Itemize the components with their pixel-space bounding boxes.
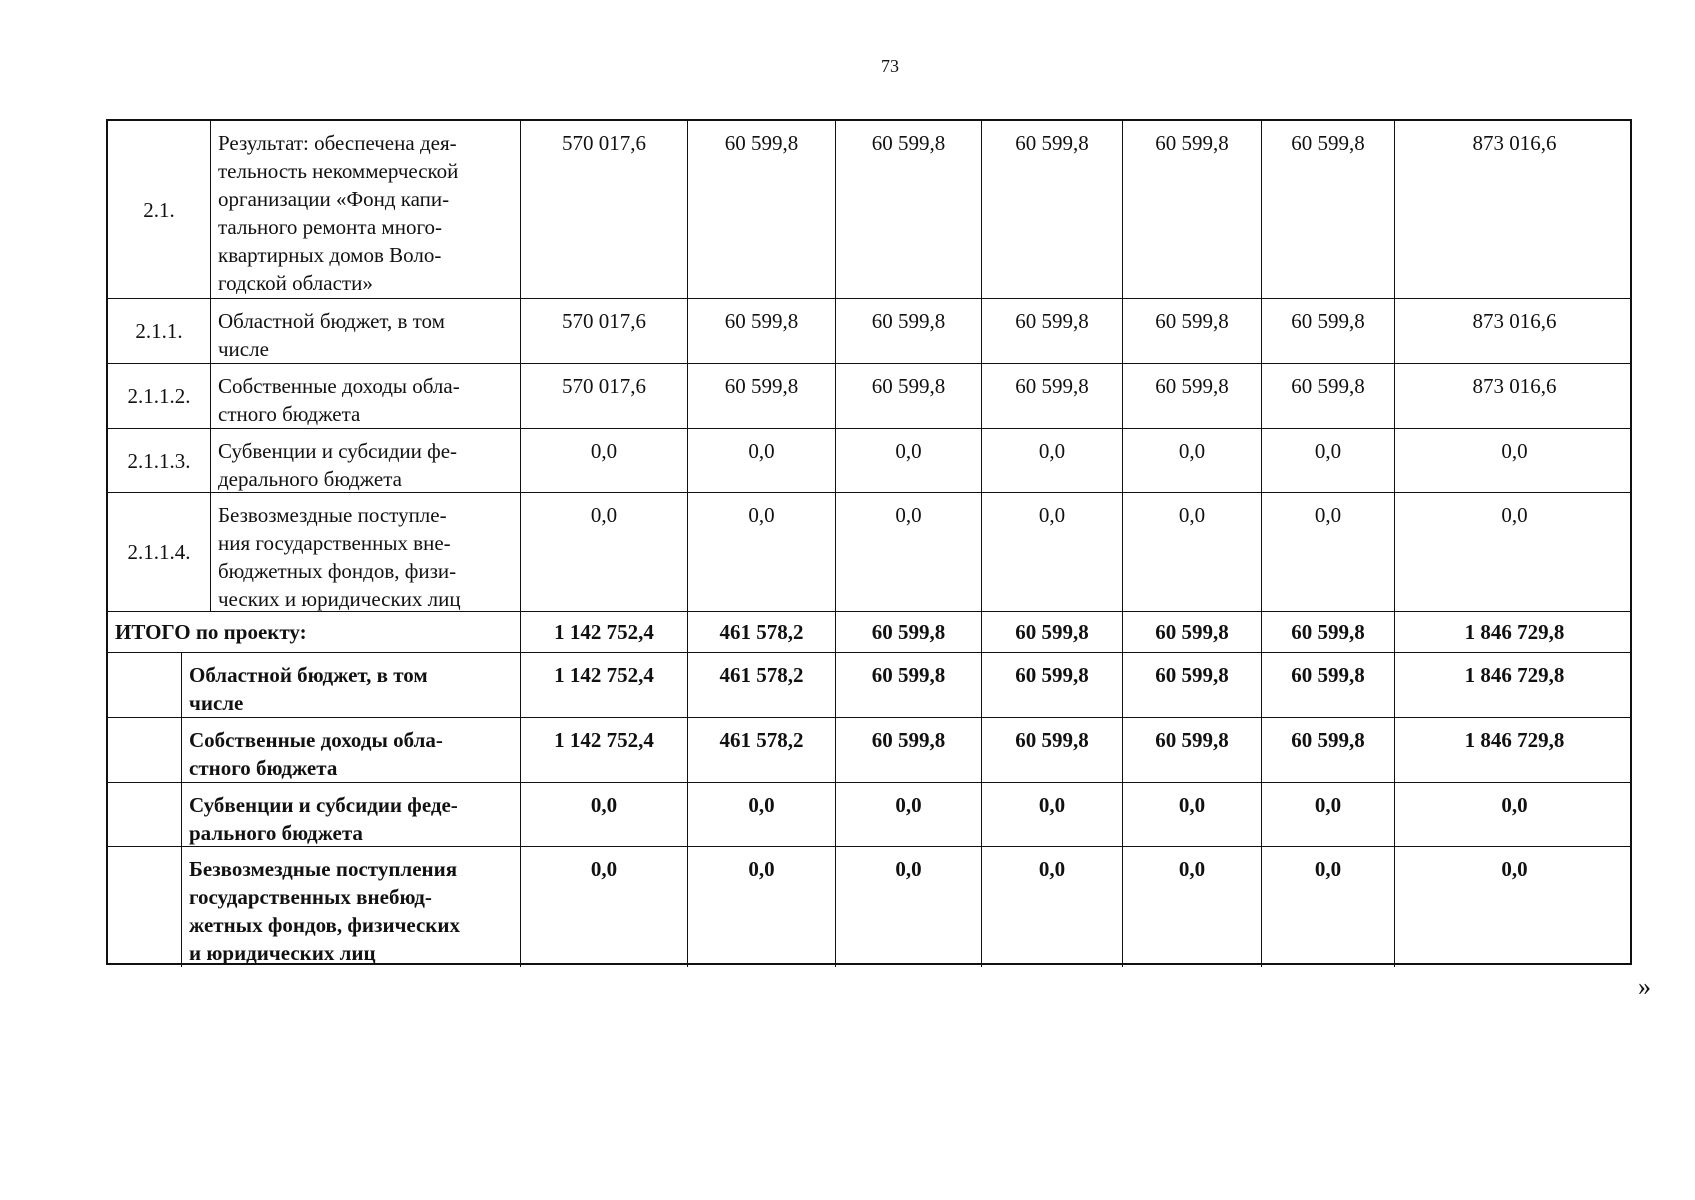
row-label: Собственные доходы обла- стного бюджета [182,718,521,782]
table-row [108,612,1630,653]
value-cell: 0,0 [521,847,688,967]
value-cell: 0,0 [688,847,836,967]
value-cell: 60 599,8 [688,299,836,363]
value-cell: 60 599,8 [836,364,982,428]
value-cell: 0,0 [982,429,1123,492]
value-cell: 1 142 752,4 [521,653,688,717]
table-row [108,493,1630,612]
table-row [108,653,1630,718]
row-label: ИТОГО по проекту: [108,612,521,652]
value-cell: 60 599,8 [982,612,1123,652]
table-row [108,847,1630,967]
table-row [108,364,1630,429]
value-cell: 0,0 [1123,783,1262,846]
row-label: Субвенции и субсидии феде- рального бюджета [182,783,521,846]
value-cell: 60 599,8 [1262,121,1395,298]
value-cell: 0,0 [1123,493,1262,611]
value-cell: 0,0 [982,493,1123,611]
value-cell: 0,0 [836,429,982,492]
value-cell: 461 578,2 [688,718,836,782]
value-cell: 60 599,8 [1262,718,1395,782]
value-cell: 570 017,6 [521,299,688,363]
value-cell: 60 599,8 [688,364,836,428]
page-number: 73 [881,56,899,76]
value-cell: 60 599,8 [982,718,1123,782]
row-label: Результат: обеспечена дея- тельность некоммерческой организации «Фонд капи- тального ремонта много- квартирных домов Воло- годской области» [211,121,521,298]
value-cell: 60 599,8 [982,653,1123,717]
value-cell: 0,0 [521,493,688,611]
row-code [108,718,182,782]
row-code: 2.1. [108,121,211,298]
value-cell: 1 846 729,8 [1464,728,1565,752]
row-code: 2.1.1. [108,299,211,363]
value-cell: 60 599,8 [982,299,1123,363]
value-cell: 1 142 752,4 [521,718,688,782]
value-cell: 0,0 [982,847,1123,967]
value-cell: 60 599,8 [836,121,982,298]
row-label: Областной бюджет, в том числе [211,299,521,363]
row-label: Безвозмездные поступле- ния государственных вне- бюджетных фондов, физи- ческих и юридических лиц [211,493,521,611]
value-cell: 60 599,8 [1262,653,1395,717]
value-cell: 0,0 [1262,847,1395,967]
value-cell: 0,0 [521,783,688,846]
value-cell: 0,0 [1262,429,1395,492]
budget-table [106,119,1632,965]
row-code [108,783,182,846]
row-code: 2.1.1.4. [108,493,211,611]
value-cell: 60 599,8 [1123,612,1262,652]
value-cell: 0,0 [836,493,982,611]
value-cell: 0,0 [1262,493,1395,611]
value-cell: 0,0 [688,493,836,611]
value-cell: 461 578,2 [688,653,836,717]
value-cell: 60 599,8 [982,121,1123,298]
value-cell: 0,0 [1123,429,1262,492]
value-cell: 60 599,8 [836,612,982,652]
value-cell: 0,0 [1501,857,1528,881]
value-cell: 60 599,8 [1262,612,1395,652]
value-cell: 0,0 [1501,439,1528,463]
value-cell: 570 017,6 [521,364,688,428]
row-label: Областной бюджет, в том числе [182,653,521,717]
value-cell: 0,0 [688,429,836,492]
value-cell: 0,0 [836,783,982,846]
value-cell: 461 578,2 [688,612,836,652]
value-cell: 570 017,6 [521,121,688,298]
value-cell: 0,0 [836,847,982,967]
value-cell: 1 846 729,8 [1464,663,1565,687]
table-row [108,718,1630,783]
value-cell: 0,0 [1123,847,1262,967]
value-cell: 0,0 [1501,503,1528,527]
value-cell: 60 599,8 [836,718,982,782]
closing-quote: » [1638,972,1651,1001]
row-label: Субвенции и субсидии фе- дерального бюджета [211,429,521,492]
value-cell: 60 599,8 [1123,364,1262,428]
value-cell: 60 599,8 [1262,364,1395,428]
row-code: 2.1.1.3. [108,429,211,492]
value-cell: 873 016,6 [1472,309,1557,333]
row-code [108,653,182,717]
value-cell: 0,0 [1262,783,1395,846]
value-cell: 1 142 752,4 [521,612,688,652]
value-cell: 873 016,6 [1472,131,1557,155]
value-cell: 60 599,8 [1123,653,1262,717]
table-row [108,121,1630,299]
value-cell: 60 599,8 [982,364,1123,428]
value-cell: 0,0 [521,429,688,492]
value-cell: 0,0 [1501,793,1528,817]
value-cell: 60 599,8 [836,653,982,717]
value-cell: 0,0 [688,783,836,846]
table-row [108,783,1630,847]
value-cell: 60 599,8 [836,299,982,363]
value-cell: 1 846 729,8 [1464,620,1565,644]
value-cell: 60 599,8 [688,121,836,298]
value-cell: 873 016,6 [1472,374,1557,398]
value-cell: 0,0 [982,783,1123,846]
row-code [108,847,182,967]
value-cell: 60 599,8 [1123,718,1262,782]
value-cell: 60 599,8 [1123,299,1262,363]
row-label: Безвозмездные поступления государственных внебюд- жетных фондов, физических и юридических лиц [182,847,521,967]
table-row [108,429,1630,493]
table-row [108,299,1630,364]
value-cell: 60 599,8 [1262,299,1395,363]
row-code: 2.1.1.2. [108,364,211,428]
value-cell: 60 599,8 [1123,121,1262,298]
row-label: Собственные доходы обла- стного бюджета [211,364,521,428]
